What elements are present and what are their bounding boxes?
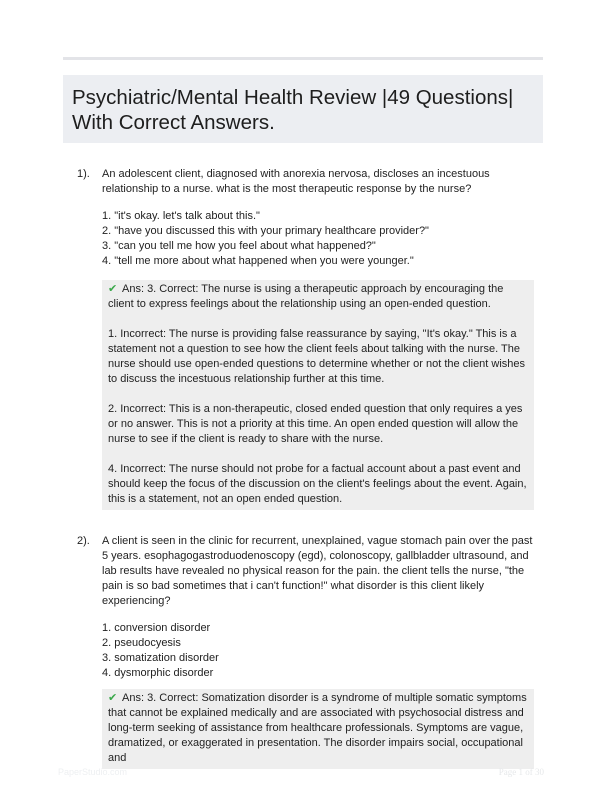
footer-page-number: Page 1 of 30 xyxy=(498,767,544,777)
question-number: 1). xyxy=(77,168,90,180)
option-item: 3. somatization disorder xyxy=(102,652,219,664)
answer-options xyxy=(102,209,543,269)
option-item: 2. "have you discussed this with your primary healthcare provider?" xyxy=(102,225,429,237)
answer-options xyxy=(102,621,543,681)
option-item: 3. "can you tell me how you feel about what happened?" xyxy=(102,240,376,252)
answer-text: Ans: 3. Correct: The nurse is using a therapeutic approach by encouraging the client to express feelings about the relationship using an open-ended question. xyxy=(108,283,504,310)
option-item: 1. "it's okay. let's talk about this." xyxy=(102,210,260,222)
answer-text: Ans: 3. Correct: Somatization disorder is a syndrome of multiple somatic symptoms that cannot be explained medically and are associated with psychosocial distress and long-term seeking of assistance from healthcare professionals. Symptoms are vague, dramatized, or exaggerated in presentation. The disorder impairs social, occupational and xyxy=(108,692,527,764)
answer-paragraph: 2. Incorrect: This is a non-therapeutic, closed ended question that only requires a yes or no answer. This is not a priority at this time. An open ended question will allow the nurse to see if the client is ready to share with the nurse. xyxy=(108,403,523,445)
option-item: 4. "tell me more about what happened when you were younger." xyxy=(102,255,414,267)
answer-paragraph xyxy=(108,691,528,766)
answer-paragraph xyxy=(108,282,528,312)
checkmark-icon: ✔ xyxy=(108,283,118,295)
answer-paragraph: 4. Incorrect: The nurse should not probe for a factual account about a past event and should keep the focus of the discussion on the client's feelings about the event. Again, this is a statement, not an open ended question. xyxy=(108,463,527,505)
option-item: 1. conversion disorder xyxy=(102,622,211,634)
top-divider xyxy=(63,57,543,60)
question-1 xyxy=(63,167,543,510)
document-title: Psychiatric/Mental Health Review |49 Questions| With Correct Answers. xyxy=(72,86,514,134)
question-2 xyxy=(63,534,543,769)
question-text: An adolescent client, diagnosed with anorexia nervosa, discloses an incestuous relationship to a nurse. what is the most therapeutic response by the nurse? xyxy=(102,168,490,195)
question-number: 2). xyxy=(77,535,90,547)
checkmark-icon: ✔ xyxy=(108,692,118,704)
answer-paragraph: 1. Incorrect: The nurse is providing false reassurance by saying, "It's okay." This is a statement not a question to see how the client feels about talking with the nurse. The nurse should use open-ended questions to determine whether or not the client wishes to discuss the incestuous relationship further at this time. xyxy=(108,328,526,385)
answer-explanation xyxy=(102,280,534,510)
option-item: 2. pseudocyesis xyxy=(102,637,181,649)
answer-explanation xyxy=(102,689,534,769)
footer-site-watermark: PaperStudio.com xyxy=(58,767,128,777)
title-banner xyxy=(63,75,543,143)
question-text: A client is seen in the clinic for recurrent, unexplained, vague stomach pain over the past 5 years. esophagogastroduodenoscopy (egd), colonoscopy, gallbladder ultrasound, and lab results have revealed no physical reason for the pain. the client tells the nurse, "the pain is so bad sometimes that i can't function!" what disorder is this client likely experiencing? xyxy=(102,535,533,607)
option-item: 4. dysmorphic disorder xyxy=(102,667,214,679)
